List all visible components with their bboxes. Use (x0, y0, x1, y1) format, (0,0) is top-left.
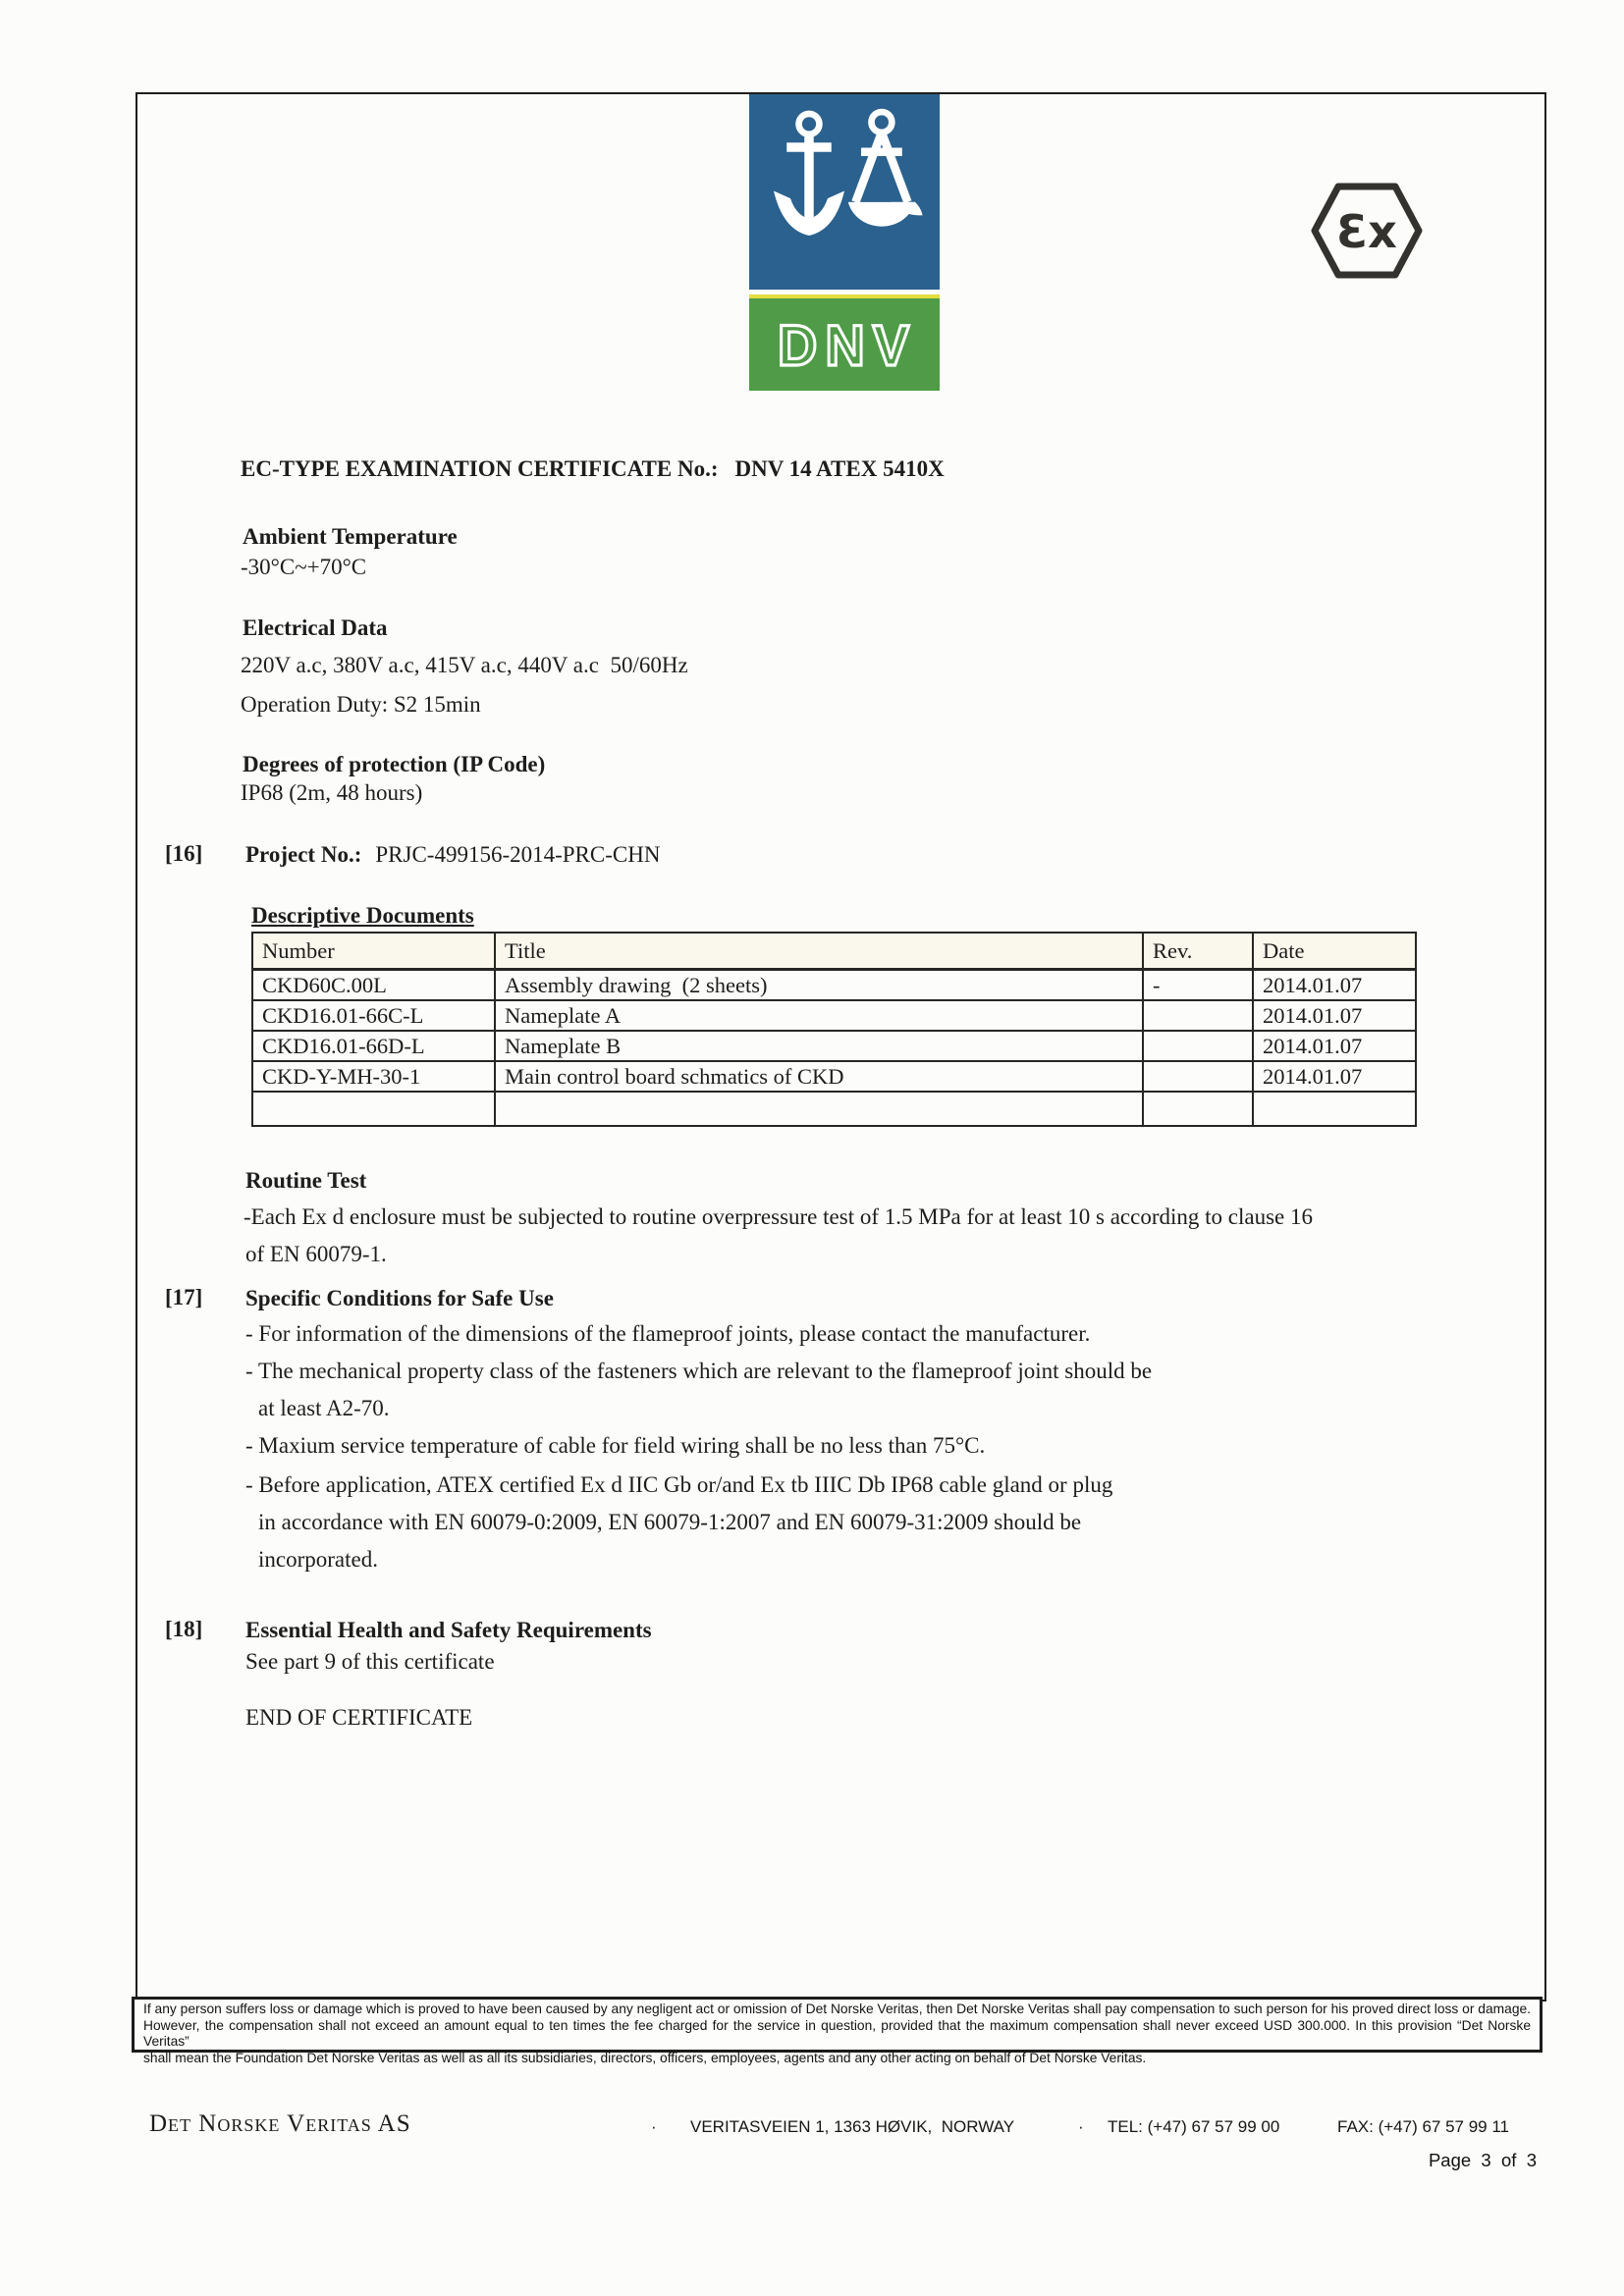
routine-test-heading: Routine Test (245, 1168, 367, 1193)
cell-date: 2014.01.07 (1253, 1031, 1416, 1061)
safe-use-line4: - Maxium service temperature of cable for field wiring shall be no less than 75°C. (245, 1433, 986, 1458)
safe-use-line2: - The mechanical property class of the fasteners which are relevant to the flameproof joint should be (245, 1359, 1153, 1383)
ambient-temperature-value: -30°C~+70°C (241, 555, 367, 579)
cell-number: CKD16.01-66C-L (252, 1000, 495, 1031)
cell-date: 2014.01.07 (1253, 1000, 1416, 1031)
col-header-number: Number (252, 933, 495, 970)
project-no-row (245, 841, 660, 869)
cell-rev (1143, 1092, 1253, 1126)
col-header-title: Title (495, 933, 1143, 970)
footer-separator-2: · (1078, 2117, 1084, 2136)
disclaimer-line3: shall mean the Foundation Det Norske Veritas as well as all its subsidiaries, directors, officers, employees, agents and any other acting on behalf of Det Norske Veritas. (143, 2050, 1147, 2065)
footer-telephone: TEL: (+47) 67 57 99 00 (1108, 2117, 1280, 2136)
certificate-title-label: EC-TYPE EXAMINATION CERTIFICATE No.: (241, 456, 719, 481)
dnv-logo-green-panel (749, 298, 940, 391)
dnv-logo-blue-panel (749, 94, 940, 290)
footer-separator-1: · (651, 2117, 657, 2136)
cell-title: Nameplate B (495, 1031, 1143, 1061)
cell-number: CKD-Y-MH-30-1 (252, 1061, 495, 1092)
cell-date (1253, 1092, 1416, 1126)
project-no-value: PRJC-499156-2014-PRC-CHN (375, 842, 661, 867)
safe-use-line3: at least A2-70. (258, 1396, 390, 1420)
end-of-certificate: END OF CERTIFICATE (245, 1705, 473, 1730)
safe-use-line7: incorporated. (258, 1547, 378, 1572)
ip-code-heading: Degrees of protection (IP Code) (243, 752, 546, 776)
atex-ex-hexagon-icon (1308, 180, 1426, 282)
cell-title: Main control board schmatics of CKD (495, 1061, 1143, 1092)
cell-rev (1143, 1000, 1253, 1031)
safe-use-line1: - For information of the dimensions of the flameproof joints, please contact the manufacturer. (245, 1321, 1091, 1346)
table-row (252, 1031, 1416, 1061)
cell-title: Nameplate A (495, 1000, 1143, 1031)
disclaimer-line2: However, the compensation shall not exceed an amount equal to ten times the fee charged for the service in question, provided that the maximum compensation shall never exceed USD 300.000. In this provision “Det Norske Veritas” (143, 2017, 1531, 2049)
anchor-and-scales-icon (749, 94, 940, 290)
certificate-title (241, 455, 945, 483)
page-number: Page 3 of 3 (1428, 2150, 1537, 2170)
cell-number (252, 1092, 495, 1126)
cell-number: CKD60C.00L (252, 970, 495, 1001)
cell-rev (1143, 1031, 1253, 1061)
clause-17-ref: [17] (165, 1285, 203, 1309)
disclaimer-line1: If any person suffers loss or damage which is proved to have been caused by any negligent act or omission of Det Norske Veritas, then Det Norske Veritas shall pay compensation to such person for his proved direct loss or damage. (143, 2002, 1531, 2016)
safe-use-line6: in accordance with EN 60079-0:2009, EN 60079-1:2007 and EN 60079-31:2009 should be (258, 1510, 1082, 1534)
safe-use-line5: - Before application, ATEX certified Ex d IIC Gb or/and Ex tb IIIC Db IP68 cable gland or plug (245, 1472, 1113, 1497)
descriptive-documents-heading: Descriptive Documents (251, 903, 474, 928)
cell-number: CKD16.01-66D-L (252, 1031, 495, 1061)
liability-disclaimer-box (132, 1997, 1543, 2065)
ip-code-value: IP68 (2m, 48 hours) (241, 780, 423, 805)
cell-title (495, 1092, 1143, 1126)
footer-company-name: Det Norske Veritas AS (149, 2110, 411, 2137)
cell-title: Assembly drawing (2 sheets) (495, 970, 1143, 1001)
table-row-empty (252, 1092, 1416, 1126)
ehsr-body: See part 9 of this certificate (245, 1649, 495, 1674)
col-header-rev: Rev. (1143, 933, 1253, 970)
routine-test-line2: of EN 60079-1. (245, 1242, 387, 1266)
electrical-data-line2: Operation Duty: S2 15min (241, 692, 481, 717)
routine-test-line1: -Each Ex d enclosure must be subjected to routine overpressure test of 1.5 MPa for at least 10 s according to clause 16 (244, 1204, 1313, 1229)
table-row (252, 970, 1416, 1001)
ambient-temperature-heading: Ambient Temperature (243, 524, 458, 549)
project-no-label: Project No.: (245, 842, 362, 867)
ehsr-heading: Essential Health and Safety Requirements (245, 1618, 652, 1642)
table-header-row (252, 933, 1416, 970)
cell-rev: - (1143, 970, 1253, 1001)
footer-fax: FAX: (+47) 67 57 99 11 (1337, 2117, 1509, 2136)
cell-date: 2014.01.07 (1253, 970, 1416, 1001)
certificate-number: DNV 14 ATEX 5410X (734, 456, 945, 481)
table-row (252, 1000, 1416, 1031)
cell-date: 2014.01.07 (1253, 1061, 1416, 1092)
col-header-date: Date (1253, 933, 1416, 970)
clause-16-ref: [16] (165, 841, 203, 866)
clause-18-ref: [18] (165, 1617, 203, 1641)
cell-rev (1143, 1061, 1253, 1092)
dnv-wordmark: DNV (777, 311, 918, 378)
electrical-data-heading: Electrical Data (243, 615, 388, 640)
footer-address: VERITASVEIEN 1, 1363 HØVIK, NORWAY (690, 2117, 1015, 2136)
electrical-data-line1: 220V a.c, 380V a.c, 415V a.c, 440V a.c 50/60Hz (241, 653, 688, 677)
descriptive-documents-table (251, 932, 1417, 1127)
table-row (252, 1061, 1416, 1092)
svg-text:Ɛx: Ɛx (1336, 205, 1397, 258)
safe-use-heading: Specific Conditions for Safe Use (245, 1286, 554, 1310)
